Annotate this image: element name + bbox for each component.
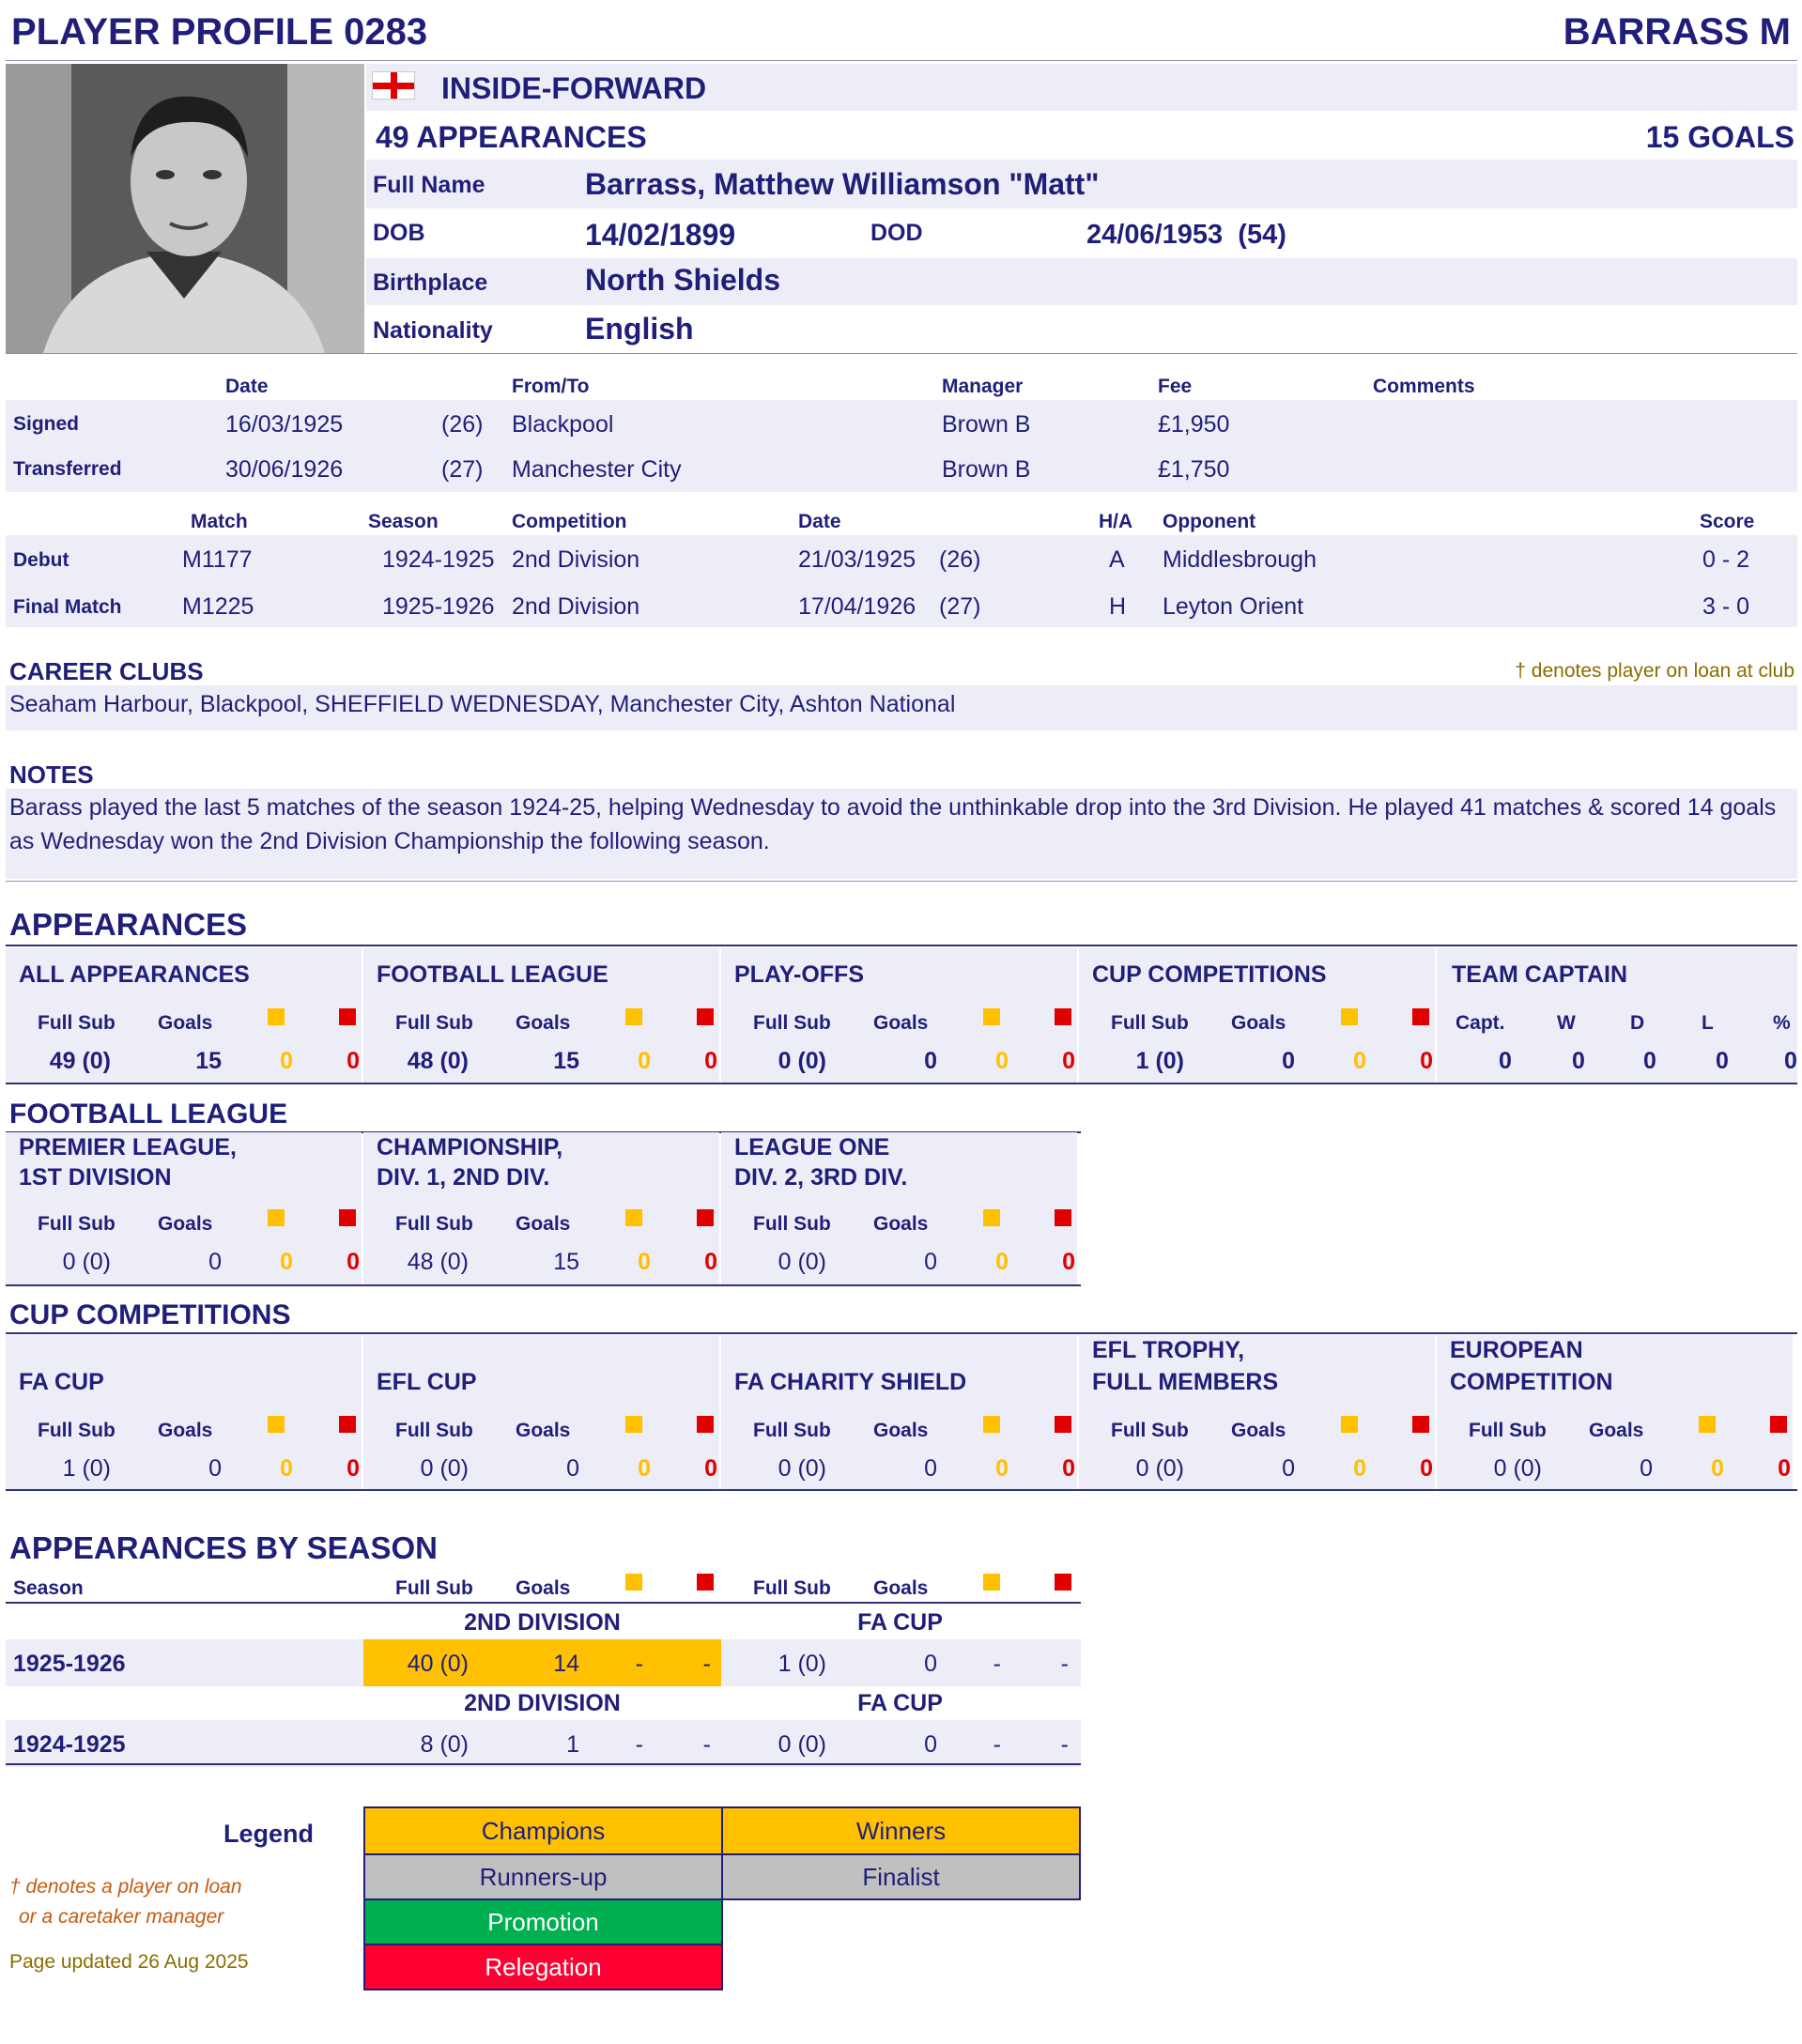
- yellow-count: 0: [1353, 1048, 1366, 1074]
- match-header-competition: Competition: [512, 511, 627, 532]
- cup-apps: 1 (0): [778, 1651, 826, 1677]
- cup-yellow: -: [993, 1731, 1001, 1758]
- match-label: Debut: [13, 549, 69, 571]
- transfer-header-from-to: From/To: [512, 376, 590, 397]
- nationality: English: [585, 312, 694, 346]
- match-season: 1924-1925: [382, 546, 495, 573]
- birthplace: North Shields: [585, 263, 781, 297]
- goals-value: 0: [208, 1249, 222, 1275]
- apps-value: 48 (0): [407, 1048, 469, 1074]
- dod: 24/06/1953 (54): [1086, 220, 1286, 250]
- goals-header: Goals: [516, 1420, 571, 1441]
- match-header-score: Score: [1700, 511, 1755, 532]
- apps-value: 0 (0): [778, 1249, 826, 1275]
- yellow-count: 0: [638, 1249, 651, 1275]
- captain-w-value: 0: [1572, 1048, 1585, 1074]
- match-competition: 2nd Division: [512, 546, 640, 573]
- full-sub-header: Full Sub: [753, 1012, 831, 1034]
- cup-competitions-title: CUP COMPETITIONS: [9, 1299, 291, 1330]
- cup-red: -: [1060, 1731, 1069, 1758]
- red-card-icon: [1055, 1008, 1071, 1025]
- match-age: (27): [939, 593, 981, 620]
- yellow-count: 0: [995, 1048, 1009, 1074]
- dob-label: DOB: [373, 220, 425, 246]
- league-yellow: -: [635, 1731, 643, 1758]
- legend-loan-note-1: † denotes a player on loan: [9, 1876, 242, 1898]
- section-divider: [6, 1489, 1797, 1491]
- red-card-icon: [339, 1416, 356, 1433]
- yellow-count: 0: [638, 1455, 651, 1482]
- transfer-label: Transferred: [13, 458, 122, 480]
- yellow-count: 0: [280, 1455, 293, 1482]
- league-red: -: [702, 1731, 711, 1758]
- page-title: PLAYER PROFILE 0283: [11, 11, 428, 53]
- goals-header: Goals: [873, 1577, 929, 1599]
- match-id: M1177: [182, 546, 253, 573]
- red-card-icon: [339, 1209, 356, 1226]
- apps-value: 1 (0): [1135, 1048, 1184, 1074]
- captain-d-header: D: [1630, 1012, 1645, 1034]
- match-age: (26): [939, 546, 981, 573]
- stats-block-title-1: EUROPEAN: [1450, 1337, 1583, 1363]
- match-date: 21/03/1925: [798, 546, 916, 573]
- goals-header: Goals: [516, 1213, 571, 1235]
- section-divider: [6, 1284, 1081, 1286]
- captain-pct-value: 0: [1784, 1048, 1797, 1074]
- yellow-card-icon: [983, 1008, 1000, 1025]
- football-league-title: FOOTBALL LEAGUE: [9, 1099, 288, 1130]
- goals-header: Goals: [516, 1012, 571, 1034]
- match-header-ha: H/A: [1099, 511, 1133, 532]
- cup-goals: 0: [924, 1731, 937, 1758]
- stats-block-title-2: 1ST DIVISION: [19, 1164, 172, 1191]
- yellow-card-icon: [983, 1416, 1000, 1433]
- legend-loan-note-2: or a caretaker manager: [19, 1906, 224, 1928]
- match-header-season: Season: [368, 511, 439, 532]
- legend-winners: Winners: [721, 1806, 1081, 1855]
- transfer-club: Blackpool: [512, 411, 614, 438]
- apps-value: 48 (0): [407, 1249, 469, 1275]
- cup-red: -: [1060, 1651, 1069, 1677]
- red-count: 0: [1062, 1048, 1075, 1074]
- goals-total: 15 GOALS: [1645, 120, 1794, 154]
- red-card-icon: [697, 1209, 714, 1226]
- red-count: 0: [704, 1249, 717, 1275]
- match-header-opponent: Opponent: [1163, 511, 1256, 532]
- red-card-icon: [1055, 1209, 1071, 1226]
- stats-block-title-2: DIV. 2, 3RD DIV.: [734, 1164, 908, 1191]
- section-divider: [6, 1083, 1797, 1084]
- red-count: 0: [1778, 1455, 1791, 1482]
- full-name-label: Full Name: [373, 172, 485, 198]
- full-sub-header: Full Sub: [753, 1420, 831, 1441]
- full-sub-header: Full Sub: [38, 1012, 116, 1034]
- full-sub-header: Full Sub: [395, 1420, 473, 1441]
- cup-goals: 0: [924, 1651, 937, 1677]
- stats-block-title: FOOTBALL LEAGUE: [377, 961, 608, 988]
- player-photo-icon: [6, 64, 364, 353]
- yellow-card-icon: [268, 1008, 285, 1025]
- match-date: 17/04/1926: [798, 593, 916, 620]
- apps-value: 0 (0): [420, 1455, 469, 1482]
- career-loan-note: † denotes player on loan at club: [1515, 660, 1794, 682]
- transfer-header-fee: Fee: [1158, 376, 1193, 397]
- goals-header: Goals: [873, 1420, 929, 1441]
- full-sub-header: Full Sub: [395, 1213, 473, 1235]
- match-header-date: Date: [798, 511, 841, 532]
- goals-value: 15: [195, 1048, 222, 1074]
- appearances-total: 49 APPEARANCES: [376, 120, 647, 154]
- dod-age: (54): [1238, 220, 1286, 250]
- transfer-fee: £1,750: [1158, 456, 1230, 483]
- legend-promotion: Promotion: [363, 1898, 723, 1945]
- birthplace-label: Birthplace: [373, 269, 488, 296]
- full-sub-header: Full Sub: [395, 1012, 473, 1034]
- yellow-card-icon: [983, 1209, 1000, 1226]
- full-sub-header: Full Sub: [753, 1577, 831, 1599]
- league-competition: 2ND DIVISION: [464, 1609, 621, 1636]
- yellow-count: 0: [1711, 1455, 1724, 1482]
- transfer-manager: Brown B: [942, 456, 1031, 483]
- apps-value: 0 (0): [1493, 1455, 1542, 1482]
- captain-pct-header: %: [1773, 1012, 1791, 1034]
- match-season: 1925-1926: [382, 593, 495, 620]
- captain-capt-header: Capt.: [1455, 1012, 1505, 1034]
- stats-block-title-1: PREMIER LEAGUE,: [19, 1134, 237, 1160]
- goals-header: Goals: [873, 1213, 929, 1235]
- transfer-label: Signed: [13, 413, 80, 435]
- red-count: 0: [704, 1048, 717, 1074]
- captain-l-header: L: [1702, 1012, 1714, 1034]
- match-opponent: Leyton Orient: [1163, 593, 1304, 620]
- stats-block-title: PLAY-OFFS: [734, 961, 864, 988]
- transfer-fee: £1,950: [1158, 411, 1230, 438]
- match-opponent: Middlesbrough: [1163, 546, 1317, 573]
- red-card-icon: [1055, 1416, 1071, 1433]
- yellow-count: 0: [280, 1249, 293, 1275]
- legend-title: Legend: [223, 1820, 315, 1848]
- yellow-count: 0: [1353, 1455, 1366, 1482]
- stats-block-title-1: CHAMPIONSHIP,: [377, 1134, 563, 1160]
- nationality-label: Nationality: [373, 317, 493, 344]
- cup-competition: FA CUP: [857, 1690, 943, 1716]
- dod-label: DOD: [870, 220, 923, 246]
- transfer-date: 16/03/1925: [225, 411, 344, 438]
- team-captain-title: TEAM CAPTAIN: [1452, 961, 1628, 988]
- league-apps: 40 (0): [407, 1651, 469, 1677]
- stats-block-title: CUP COMPETITIONS: [1092, 961, 1327, 988]
- transfer-manager: Brown B: [942, 411, 1031, 438]
- cup-yellow: -: [993, 1651, 1001, 1677]
- red-card-icon: [1770, 1416, 1787, 1433]
- yellow-card-icon: [268, 1209, 285, 1226]
- player-short-name: BARRASS M: [1563, 11, 1791, 53]
- apps-value: 1 (0): [62, 1455, 111, 1482]
- transfer-header-comments: Comments: [1373, 376, 1475, 397]
- page-updated: Page updated 26 Aug 2025: [9, 1951, 249, 1973]
- red-count: 0: [347, 1455, 360, 1482]
- league-competition: 2ND DIVISION: [464, 1690, 621, 1716]
- goals-value: 0: [1282, 1455, 1295, 1482]
- notes-line-2: as Wednesday won the 2nd Division Championship the following season.: [9, 828, 770, 854]
- apps-value: 49 (0): [49, 1048, 111, 1074]
- legend-relegation: Relegation: [363, 1944, 723, 1990]
- captain-l-value: 0: [1716, 1048, 1729, 1074]
- stats-block-title-1: EFL TROPHY,: [1092, 1337, 1245, 1363]
- stats-block-title-2: FULL MEMBERS: [1092, 1369, 1279, 1395]
- goals-header: Goals: [158, 1213, 213, 1235]
- career-clubs-title: CAREER CLUBS: [9, 657, 204, 685]
- transfer-header-manager: Manager: [942, 376, 1024, 397]
- apps-value: 0 (0): [62, 1249, 111, 1275]
- apps-value: 0 (0): [1135, 1455, 1184, 1482]
- season-label: 1924-1925: [13, 1731, 126, 1758]
- red-count: 0: [1420, 1455, 1433, 1482]
- england-flag-icon: [372, 71, 415, 100]
- league-goals: 1: [566, 1731, 579, 1758]
- goals-header: Goals: [158, 1012, 213, 1034]
- full-sub-header: Full Sub: [38, 1420, 116, 1441]
- red-card-icon: [339, 1008, 356, 1025]
- league-red: -: [702, 1651, 711, 1677]
- season-label: 1925-1926: [13, 1651, 126, 1677]
- red-card-icon: [697, 1008, 714, 1025]
- match-score: 3 - 0: [1702, 593, 1750, 620]
- match-label: Final Match: [13, 596, 122, 618]
- goals-value: 0: [208, 1455, 222, 1482]
- stats-block-title-1: LEAGUE ONE: [734, 1134, 890, 1160]
- transfer-age: (27): [441, 456, 484, 483]
- notes-title: NOTES: [9, 761, 94, 789]
- red-count: 0: [704, 1455, 717, 1482]
- yellow-card-icon: [1341, 1008, 1358, 1025]
- league-yellow: -: [635, 1651, 643, 1677]
- red-count: 0: [347, 1048, 360, 1074]
- red-card-icon: [697, 1416, 714, 1433]
- transfer-club: Manchester City: [512, 456, 682, 483]
- full-sub-header: Full Sub: [395, 1577, 473, 1599]
- legend-finalist: Finalist: [721, 1853, 1081, 1900]
- match-ha: A: [1109, 546, 1125, 573]
- yellow-count: 0: [638, 1048, 651, 1074]
- full-sub-header: Full Sub: [1469, 1420, 1547, 1441]
- cup-apps: 0 (0): [778, 1731, 826, 1758]
- season-header: Season: [13, 1577, 84, 1599]
- stats-block-title-2: FA CHARITY SHIELD: [734, 1369, 967, 1395]
- legend-champions: Champions: [363, 1806, 723, 1855]
- red-card-icon: [697, 1574, 714, 1591]
- goals-value: 0: [924, 1455, 937, 1482]
- goals-header: Goals: [873, 1012, 929, 1034]
- yellow-card-icon: [625, 1574, 642, 1591]
- yellow-card-icon: [983, 1574, 1000, 1591]
- goals-value: 0: [924, 1048, 937, 1074]
- red-card-icon: [1412, 1416, 1429, 1433]
- cup-competition: FA CUP: [857, 1609, 943, 1636]
- match-header-match: Match: [191, 511, 248, 532]
- yellow-count: 0: [995, 1249, 1009, 1275]
- red-count: 0: [1062, 1455, 1075, 1482]
- goals-value: 0: [566, 1455, 579, 1482]
- notes-line-1: Barass played the last 5 matches of the season 1924-25, helping Wednesday to avoid the unthinkable drop into the 3rd Division. He played 41 matches & scored 14 goals: [9, 794, 1777, 821]
- captain-d-value: 0: [1643, 1048, 1656, 1074]
- match-score: 0 - 2: [1702, 546, 1750, 573]
- goals-header: Goals: [516, 1577, 571, 1599]
- match-ha: H: [1109, 593, 1127, 620]
- stats-block-title-2: EFL CUP: [377, 1369, 477, 1395]
- full-sub-header: Full Sub: [753, 1213, 831, 1235]
- yellow-card-icon: [1699, 1416, 1716, 1433]
- yellow-count: 0: [995, 1455, 1009, 1482]
- goals-header: Goals: [1231, 1420, 1286, 1441]
- yellow-card-icon: [1341, 1416, 1358, 1433]
- section-divider: [6, 1763, 1081, 1765]
- legend-runners-up: Runners-up: [363, 1853, 723, 1900]
- captain-w-header: W: [1557, 1012, 1576, 1034]
- goals-value: 0: [1640, 1455, 1653, 1482]
- red-count: 0: [1420, 1048, 1433, 1074]
- full-sub-header: Full Sub: [1111, 1420, 1189, 1441]
- full-sub-header: Full Sub: [1111, 1012, 1189, 1034]
- red-card-icon: [1055, 1574, 1071, 1591]
- yellow-count: 0: [280, 1048, 293, 1074]
- goals-header: Goals: [1589, 1420, 1644, 1441]
- yellow-card-icon: [625, 1209, 642, 1226]
- dob: 14/02/1899: [585, 218, 736, 252]
- captain-capt-value: 0: [1499, 1048, 1512, 1074]
- yellow-card-icon: [625, 1008, 642, 1025]
- position: INSIDE-FORWARD: [441, 71, 707, 105]
- match-id: M1225: [182, 593, 254, 620]
- stats-block-title-2: COMPETITION: [1450, 1369, 1613, 1395]
- transfer-age: (26): [441, 411, 484, 438]
- red-count: 0: [1062, 1249, 1075, 1275]
- apps-value: 0 (0): [778, 1455, 826, 1482]
- yellow-card-icon: [625, 1416, 642, 1433]
- goals-header: Goals: [158, 1420, 213, 1441]
- appearances-title: APPEARANCES: [9, 907, 248, 942]
- by-season-title: APPEARANCES BY SEASON: [9, 1530, 438, 1565]
- goals-value: 0: [1282, 1048, 1295, 1074]
- stats-block-title: ALL APPEARANCES: [19, 961, 250, 988]
- career-clubs-list: Seaham Harbour, Blackpool, SHEFFIELD WEDNESDAY, Manchester City, Ashton National: [9, 691, 956, 717]
- league-apps: 8 (0): [420, 1731, 469, 1758]
- stats-block-title-2: DIV. 1, 2ND DIV.: [377, 1164, 550, 1191]
- stats-block-title-2: FA CUP: [19, 1369, 104, 1395]
- goals-header: Goals: [1231, 1012, 1286, 1034]
- full-sub-header: Full Sub: [38, 1213, 116, 1235]
- league-goals: 14: [553, 1651, 579, 1677]
- match-competition: 2nd Division: [512, 593, 640, 620]
- goals-value: 15: [553, 1048, 579, 1074]
- full-name: Barrass, Matthew Williamson "Matt": [585, 167, 1100, 201]
- goals-value: 15: [553, 1249, 579, 1275]
- transfer-date: 30/06/1926: [225, 456, 344, 483]
- goals-value: 0: [924, 1249, 937, 1275]
- apps-value: 0 (0): [778, 1048, 826, 1074]
- yellow-card-icon: [268, 1416, 285, 1433]
- red-card-icon: [1412, 1008, 1429, 1025]
- red-count: 0: [347, 1249, 360, 1275]
- transfer-header-date: Date: [225, 376, 269, 397]
